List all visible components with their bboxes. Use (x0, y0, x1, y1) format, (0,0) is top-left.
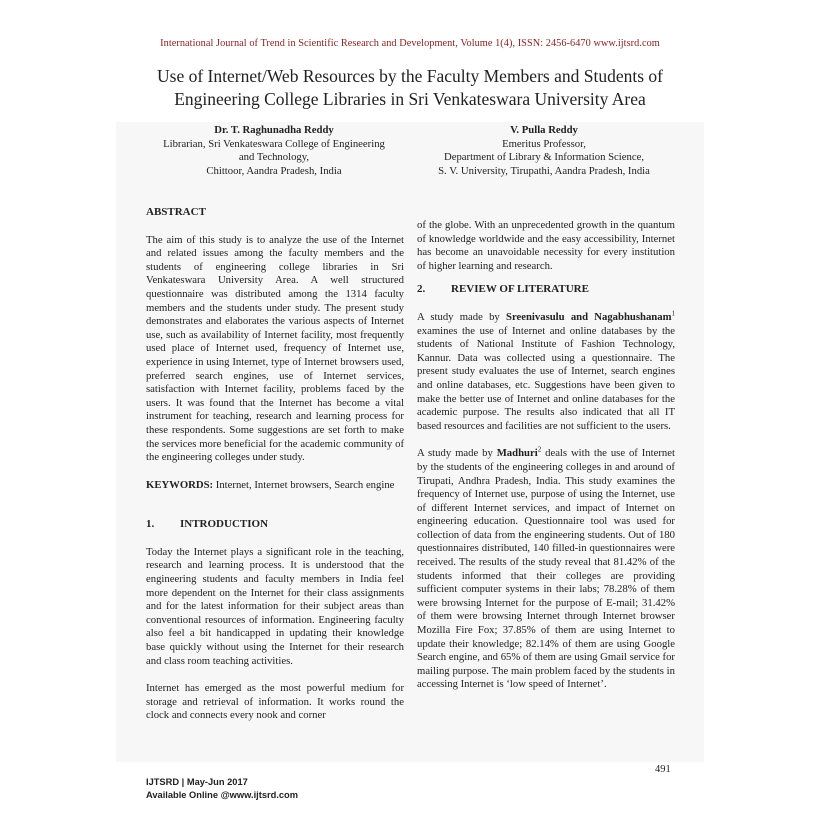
introduction-heading (146, 518, 404, 532)
paper-title-line-2: Engineering College Libraries in Sri Venkateswara University Area (174, 89, 646, 109)
keywords-label: KEYWORDS: (146, 478, 214, 491)
author-affiliation-line: and Technology, (238, 151, 310, 164)
author-name: Dr. T. Raghunadha Reddy (214, 124, 334, 136)
author-affiliation-line: Chittoor, Aandra Pradesh, India (206, 164, 342, 177)
page-number: 491 (655, 764, 671, 775)
introduction-paragraph-1: Today the Internet plays a significant role in the teaching, research and learning process. It is understood that the engineering students and faculty members in India feel more dependent on the Internet for their class assignments and for the latest information for their subject areas than conventional resources of information. Engineering faculty also feel a bit handicapped in updating their knowledge base quickly without using the Internet for their research and class room teaching activities. (146, 545, 404, 667)
author-affiliation-line: Librarian, Sri Venkateswara College of Engineering (163, 137, 385, 150)
footer-issue: IJTSRD | May-Jun 2017 (146, 777, 248, 787)
author-name: V. Pulla Reddy (510, 124, 578, 136)
review-heading (417, 283, 675, 297)
review-p1-lead: A study made by (417, 310, 506, 323)
author-affiliation-line: S. V. University, Tirupathi, Aandra Pradesh, India (438, 164, 650, 177)
introduction-paragraph-2: Internet has emerged as the most powerful medium for storage and retrieval of information. It works round the clock and connects every nook and corner (146, 682, 404, 722)
author-block-1 (140, 124, 408, 178)
section-title: REVIEW OF LITERATURE (451, 283, 589, 296)
abstract-heading: ABSTRACT (146, 206, 206, 218)
review-paragraph-2 (417, 447, 675, 692)
citation-number: 1 (671, 309, 675, 318)
keywords (146, 479, 404, 493)
left-column (146, 206, 404, 723)
paper-title-line-1: Use of Internet/Web Resources by the Faculty Members and Students of (157, 66, 663, 86)
footer-online: Available Online @www.ijtsrd.com (146, 789, 298, 800)
author-block-2 (412, 124, 676, 178)
right-column (417, 219, 675, 692)
review-p2-text: deals with the use of Internet by the students of the engineering colleges in and around of Tirupati, Andhra Pradesh, India. This study examines the frequency of Internet use, purpose of using the Internet, use of different Internet services, and impact of Internet on engineering education. Questionnaire tool was used for collection of data from the engineering students. Out of 180 questionnaires distributed, 140 filled-in questionnaires were received. The results of the study reveal that 81.42% of the students informed that their colleges are providing sufficient computer systems in their labs; 78.28% of them were browsing Internet for the purpose of E-mail; 31.42% of them were browsing Internet through Internet browser Mozilla Fire Fox; 37.85% of them are using Internet to update their knowledge; 82.14% of them are using Google Search engine, and 65% of them are using Gmail service for mailing purpose. The main problem faced by the students in accessing Internet is ‘low speed of Internet’. (417, 447, 675, 691)
review-p1-text: examines the use of Internet and online databases by the students of National Institute of Fashion Technology, Kannur. Data was collected using a questionnaire. The present study evaluates the use of Internet, search engines and online databases, etc. Suggestions have been given to make the better use of Internet and online databases for the academic purpose. The results also indicated that all IT based resources and facilities are not sufficient to the users. (417, 324, 675, 432)
section-number: 2. (417, 283, 426, 296)
paper-title (60, 65, 760, 111)
citation-author: Madhuri (496, 447, 538, 460)
citation-author: Sreenivasulu and Nagabhushanam (506, 310, 672, 323)
keywords-text: Internet, Internet browsers, Search engine (213, 478, 395, 491)
section-title: INTRODUCTION (180, 518, 269, 531)
journal-header: International Journal of Trend in Scientific Research and Development, Volume 1(4), ISSN: 2456-6470 www.ijtsrd.com (160, 38, 660, 49)
page-footer (146, 776, 298, 801)
review-p2-lead: A study made by (417, 447, 497, 460)
review-paragraph-1 (417, 311, 675, 433)
section-number: 1. (146, 518, 155, 531)
author-affiliation-line: Department of Library & Information Science, (443, 151, 645, 164)
citation-number: 2 (537, 445, 542, 454)
abstract-text: The aim of this study is to analyze the use of the Internet and related issues among the faculty members and the students of engineering college libraries in Sri Venkateswara University Area. A well structured questionnaire was distributed among the 1314 faculty members and the students under study. The present study demonstrates and elaborates the various aspects of Internet use, such as availability of Internet facility, most frequently used place of Internet used, frequency of Internet use, experience in using Internet, type of Internet browsers used, preferred search engines, use of Internet services, satisfaction with Internet facility, problems faced by the users. It was found that the Internet has become a vital instrument for teaching, research and learning process for these respondents. Some suggestions are set forth to make the services more beneficial for the academic community of the engineering colleges under study. (146, 233, 404, 464)
author-affiliation-line: Emeritus Professor, (502, 137, 586, 150)
introduction-paragraph-2-continued: of the globe. With an unprecedented growth in the quantum of knowledge worldwide and the easy accessibility, Internet has become an unavoidable necessity for every institution of higher learning and research. (417, 219, 675, 272)
